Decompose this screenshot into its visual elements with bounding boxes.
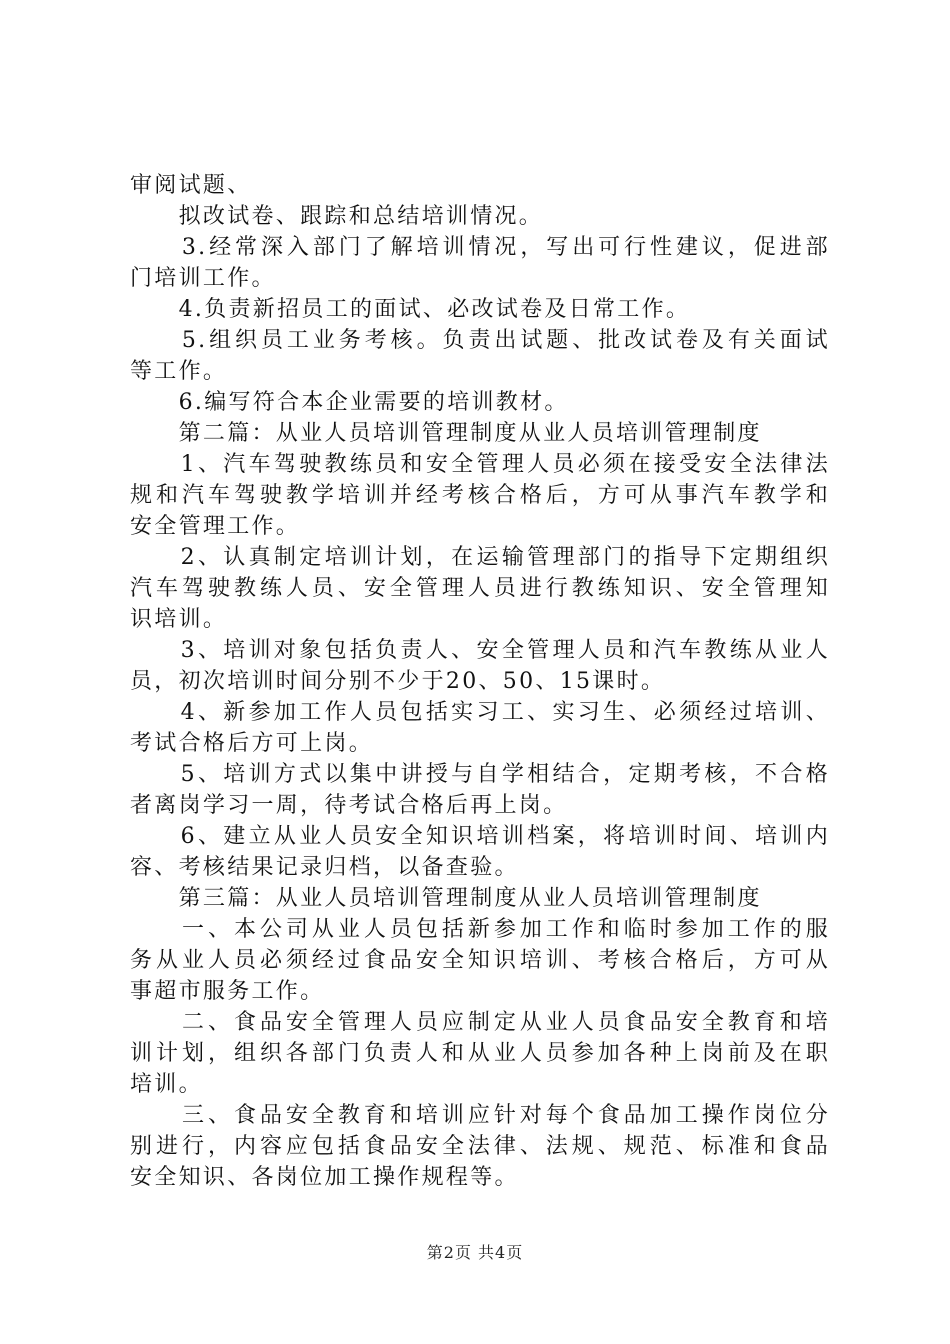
text-line: 务从业人员必须经过食品安全知识培训、考核合格后，方可从 <box>130 948 830 973</box>
text-line: 5、培训方式以集中讲授与自学相结合，定期考核，不合格 <box>130 762 830 787</box>
text-line: 6、建立从业人员安全知识培训档案，将培训时间、培训内 <box>130 824 830 849</box>
text-line: 4.负责新招员工的面试、必改试卷及日常工作。 <box>130 297 691 322</box>
text-line: 审阅试题、 <box>130 173 252 198</box>
text-line: 考试合格后方可上岗。 <box>130 731 374 756</box>
text-line: 安全知识、各岗位加工操作规程等。 <box>130 1165 519 1190</box>
text-line: 3.经常深入部门了解培训情况，写出可行性建议，促进部 <box>130 235 830 260</box>
text-line: 识培训。 <box>130 607 228 632</box>
text-line: 三、食品安全教育和培训应针对每个食品加工操作岗位分 <box>130 1103 830 1128</box>
document-body <box>130 170 830 1193</box>
section-heading: 第三篇：从业人员培训管理制度从业人员培训管理制度 <box>130 886 762 911</box>
text-line: 6.编写符合本企业需要的培训教材。 <box>130 390 569 415</box>
text-line: 等工作。 <box>130 359 228 384</box>
text-line: 员，初次培训时间分别不少于20、50、15课时。 <box>130 669 666 694</box>
section-heading: 第二篇：从业人员培训管理制度从业人员培训管理制度 <box>130 421 762 446</box>
text-line: 拟改试卷、跟踪和总结培训情况。 <box>130 204 544 229</box>
text-line: 培训。 <box>130 1072 203 1097</box>
text-line: 安全管理工作。 <box>130 514 301 539</box>
text-line: 2、认真制定培训计划，在运输管理部门的指导下定期组织 <box>130 545 830 570</box>
text-line: 二、食品安全管理人员应制定从业人员食品安全教育和培 <box>130 1010 830 1035</box>
text-line: 门培训工作。 <box>130 266 276 291</box>
page-number-footer: 第2页 共4页 <box>426 1243 524 1262</box>
text-line: 别进行，内容应包括食品安全法律、法规、规范、标准和食品 <box>130 1134 830 1159</box>
text-line: 一、本公司从业人员包括新参加工作和临时参加工作的服 <box>130 917 830 942</box>
text-line: 训计划，组织各部门负责人和从业人员参加各种上岗前及在职 <box>130 1041 830 1066</box>
text-line: 容、考核结果记录归档，以备查验。 <box>130 855 519 880</box>
text-line: 事超市服务工作。 <box>130 979 325 1004</box>
text-line: 5.组织员工业务考核。负责出试题、批改试卷及有关面试 <box>130 328 830 353</box>
text-line: 汽车驾驶教练人员、安全管理人员进行教练知识、安全管理知 <box>130 576 830 601</box>
text-line: 4、新参加工作人员包括实习工、实习生、必须经过培训、 <box>130 700 830 725</box>
text-line: 规和汽车驾驶教学培训并经考核合格后，方可从事汽车教学和 <box>130 483 830 508</box>
text-line: 3、培训对象包括负责人、安全管理人员和汽车教练从业人 <box>130 638 830 663</box>
text-line: 者离岗学习一周，待考试合格后再上岗。 <box>130 793 568 818</box>
text-line: 1、汽车驾驶教练员和安全管理人员必须在接受安全法律法 <box>130 452 830 477</box>
